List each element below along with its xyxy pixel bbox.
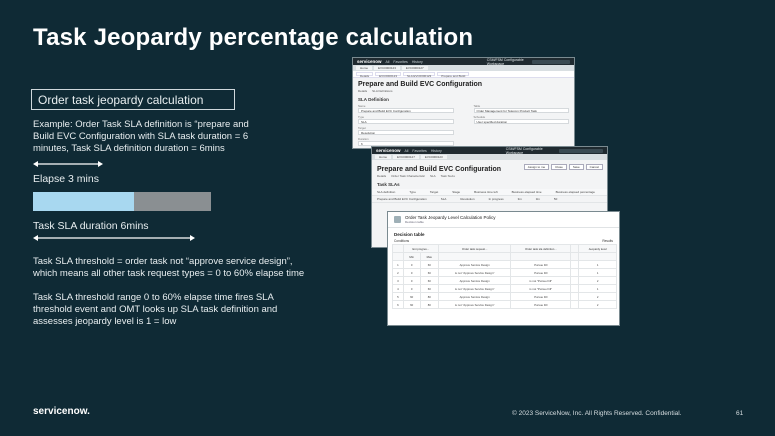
tab-home[interactable]: Home [356, 66, 372, 70]
table-cell: 2 [393, 269, 404, 277]
field-label: Type [358, 115, 365, 119]
table-row[interactable] [393, 285, 617, 293]
table-cell [571, 293, 579, 301]
decision-title: Order Task Jeopardy Level Calculation Policy [405, 215, 496, 220]
top-navigation [372, 147, 607, 154]
tab-home[interactable]: Home [375, 155, 391, 159]
range-text [33, 292, 277, 328]
table-cell: In progress [488, 197, 504, 201]
field-label: Duration [358, 137, 369, 141]
range-line: assesses jeopardy level is 1 = low [33, 316, 177, 327]
sla-definition-screenshot [352, 57, 575, 149]
column-header [393, 245, 404, 253]
workspace-title: CSM/FSM Configurable Workspace [505, 146, 543, 155]
search-input[interactable] [559, 149, 603, 153]
table-cell: is not "Pursue Fill" [511, 285, 571, 293]
table-row[interactable] [393, 293, 617, 301]
tab-record[interactable]: EVC0000127 [393, 155, 419, 159]
nav-all[interactable]: All [385, 59, 390, 64]
example-line: minutes, Task SLA definition duration = 6mins [33, 143, 225, 154]
type-field[interactable]: SLA [358, 119, 454, 124]
decision-section-title: Decision table [394, 232, 425, 237]
subtab[interactable]: SLA EVC0000123 [403, 72, 435, 76]
column-header: Ext progres... [403, 245, 438, 253]
table-cell: 1 [393, 261, 404, 269]
sla-progress-bar [33, 192, 211, 211]
subtab[interactable]: Prepare and Build [437, 72, 469, 76]
page-number: 61 [736, 410, 744, 417]
record-actions [524, 164, 603, 170]
column-header: Business elapsed time [511, 190, 542, 194]
table-cell: 60 [420, 261, 438, 269]
tab-sla[interactable]: SLA [429, 174, 436, 178]
name-field[interactable]: Prepare and Build EVC Configuration [358, 108, 454, 113]
table-cell: 0 [403, 269, 420, 277]
remaining-segment [134, 192, 211, 211]
table-cell: is not "Approve Service Design" [438, 285, 510, 293]
sla-table-header [372, 189, 607, 196]
tab-record[interactable]: EVC0000123 [374, 66, 400, 70]
table-cell: SLA [440, 197, 447, 201]
table-cell: 2 [579, 293, 617, 301]
table-cell: 60 [403, 293, 420, 301]
range-line: Task SLA threshold range 0 to 60% elapse time fires SLA [33, 292, 274, 303]
decision-subtitle: Decision table [405, 220, 424, 224]
decision-table [392, 244, 617, 309]
field-label: Schedule [473, 115, 486, 119]
duration-arrow [33, 234, 195, 242]
table-row[interactable] [372, 196, 607, 203]
table-row[interactable] [393, 261, 617, 269]
table-cell: 50 [553, 197, 558, 201]
slide-title: Task Jeopardy percentage calculation [33, 24, 474, 51]
table-cell [571, 269, 579, 277]
table-cell: is not "Pursue Fill" [511, 277, 571, 285]
decision-table-icon [394, 216, 401, 223]
sub-header: Min [403, 253, 420, 261]
table-cell: Pursue Fill [511, 261, 571, 269]
table-cell [571, 277, 579, 285]
column-header: Stage [452, 190, 461, 194]
sub-header [438, 253, 510, 261]
column-header: Type [409, 190, 416, 194]
column-header: Order task request... [438, 245, 510, 253]
field-label: Name [358, 104, 366, 108]
elapse-arrow [33, 160, 103, 168]
range-line: threshold event and OMT looks up SLA task definition and [33, 304, 278, 315]
table-cell: 60 [403, 301, 420, 309]
nav-history[interactable]: History [411, 59, 423, 64]
column-header [571, 245, 579, 253]
subtab[interactable]: EVC0000123 [375, 72, 401, 76]
tab-details[interactable]: Details [358, 89, 368, 93]
table-cell: 60 [420, 285, 438, 293]
search-input[interactable] [532, 60, 570, 64]
threshold-line: Task SLA threshold = order task not “approve service design”, [33, 256, 293, 267]
sub-header [579, 253, 617, 261]
table-cell: Approve Service Design [438, 277, 510, 285]
nav-history[interactable]: History [430, 148, 442, 153]
nav-all[interactable]: All [404, 148, 409, 153]
column-header: Order task sla definition... [511, 245, 571, 253]
table-cell: Approve Service Design [438, 293, 510, 301]
schedule-field[interactable]: User specified duration [474, 119, 570, 124]
column-header: SLA definition [377, 190, 396, 194]
field-label: Table [473, 104, 481, 108]
table-cell: 2 [579, 301, 617, 309]
table-cell: 3m [535, 197, 540, 201]
table-cell: 2 [579, 277, 617, 285]
column-header: Business elapsed percentage [555, 190, 595, 194]
table-cell: Prepare and Build EVC Configuration [377, 197, 427, 201]
table-cell [571, 285, 579, 293]
table-cell: Pursue Fill [511, 301, 571, 309]
decision-header [388, 212, 619, 228]
table-cell: Resolution [460, 197, 475, 201]
table-cell: is not "Approve Service Design" [438, 269, 510, 277]
record-title: Prepare and Build EVC Configuration [358, 81, 483, 88]
decision-table-screenshot [387, 211, 620, 326]
table-cell: 0 [403, 285, 420, 293]
table-cell: 6 [393, 301, 404, 309]
table-cell: 3m [517, 197, 522, 201]
sub-header [511, 253, 571, 261]
boxed-heading: Order task jeopardy calculation [31, 89, 235, 110]
example-line: Example: Order Task SLA definition is “prepare and [33, 119, 249, 130]
table-cell: 0 [403, 277, 420, 285]
duration-label: Task SLA duration 6mins [33, 220, 149, 232]
table-row[interactable] [393, 269, 617, 277]
elapse-label: Elapse 3 mins [33, 173, 99, 185]
sub-header: Max [420, 253, 438, 261]
assign-to-me-button[interactable]: Assign to me [524, 164, 549, 170]
table-cell: 1 [579, 269, 617, 277]
conditions-label: Conditions [394, 239, 410, 243]
table-cell: 3 [393, 277, 404, 285]
sub-header [571, 253, 579, 261]
servicenow-logo: servicenow [376, 148, 401, 153]
tab-record[interactable]: EVC0000127 [402, 66, 428, 70]
workspace-title: CSM/FSM Configurable Workspace [486, 57, 524, 66]
record-title: Prepare and Build EVC Configuration [377, 166, 502, 173]
example-line: Build EVC Configuration with SLA task duration = 6 [33, 131, 249, 142]
table-cell: 60 [420, 277, 438, 285]
tab-details[interactable]: Details [377, 174, 387, 178]
table-cell: 1 [579, 261, 617, 269]
column-header: Business time left [474, 190, 498, 194]
column-header: Target [429, 190, 439, 194]
subtab[interactable]: Details [356, 72, 373, 76]
elapsed-segment [33, 192, 134, 211]
sub-tabs [353, 71, 574, 78]
table-row[interactable] [393, 301, 617, 309]
footer-logo: servicenow. [33, 406, 90, 417]
tab-sla-definitions[interactable]: SLA Definitions [372, 89, 393, 93]
table-cell [571, 261, 579, 269]
threshold-text [33, 256, 304, 280]
threshold-line: which means all other task request types = 0 to 60% elapse time [33, 268, 305, 279]
cancel-button[interactable]: Cancel [586, 164, 603, 170]
tab-characteristic[interactable]: Order Task Characteristic [391, 174, 425, 178]
nav-favorites[interactable]: Favorites [412, 148, 427, 153]
table-cell: Pursue Fill [511, 269, 571, 277]
duration-field[interactable]: 6 [358, 141, 454, 146]
table-cell: 80 [420, 293, 438, 301]
target-field[interactable]: Resolution [358, 130, 454, 135]
tab-record[interactable]: EVC0000123 [421, 155, 447, 159]
servicenow-logo: servicenow [357, 59, 382, 64]
table-row[interactable] [393, 277, 617, 285]
field-label: Target [358, 126, 366, 130]
section-title: SLA Definition [358, 97, 389, 102]
sub-header [393, 253, 404, 261]
table-cell: 60 [420, 269, 438, 277]
nav-favorites[interactable]: Favorites [393, 59, 408, 64]
table-cell: 5 [393, 293, 404, 301]
table-cell: 4 [393, 285, 404, 293]
table-cell: is not "Approve Service Design" [438, 301, 510, 309]
table-cell: 0 [403, 261, 420, 269]
table-cell: 80 [420, 301, 438, 309]
save-button[interactable]: Save [569, 164, 584, 170]
example-text [33, 119, 249, 155]
table-cell: Approve Service Design [438, 261, 510, 269]
tab-task-slas[interactable]: Task SLAs [440, 174, 455, 178]
table-cell: Pursue Fill [511, 293, 571, 301]
section-title: Task SLAs [377, 182, 400, 187]
table-field[interactable]: Order Management for Telecom Product Task [474, 108, 570, 113]
column-header: Jeopardy level [579, 245, 617, 253]
table-cell [571, 301, 579, 309]
table-cell: 1 [579, 285, 617, 293]
footer-copyright: © 2023 ServiceNow, Inc. All Rights Reserved. Confidential. [512, 410, 682, 417]
results-label: Results [602, 239, 613, 243]
top-navigation [353, 58, 574, 65]
close-button[interactable]: Close [551, 164, 567, 170]
